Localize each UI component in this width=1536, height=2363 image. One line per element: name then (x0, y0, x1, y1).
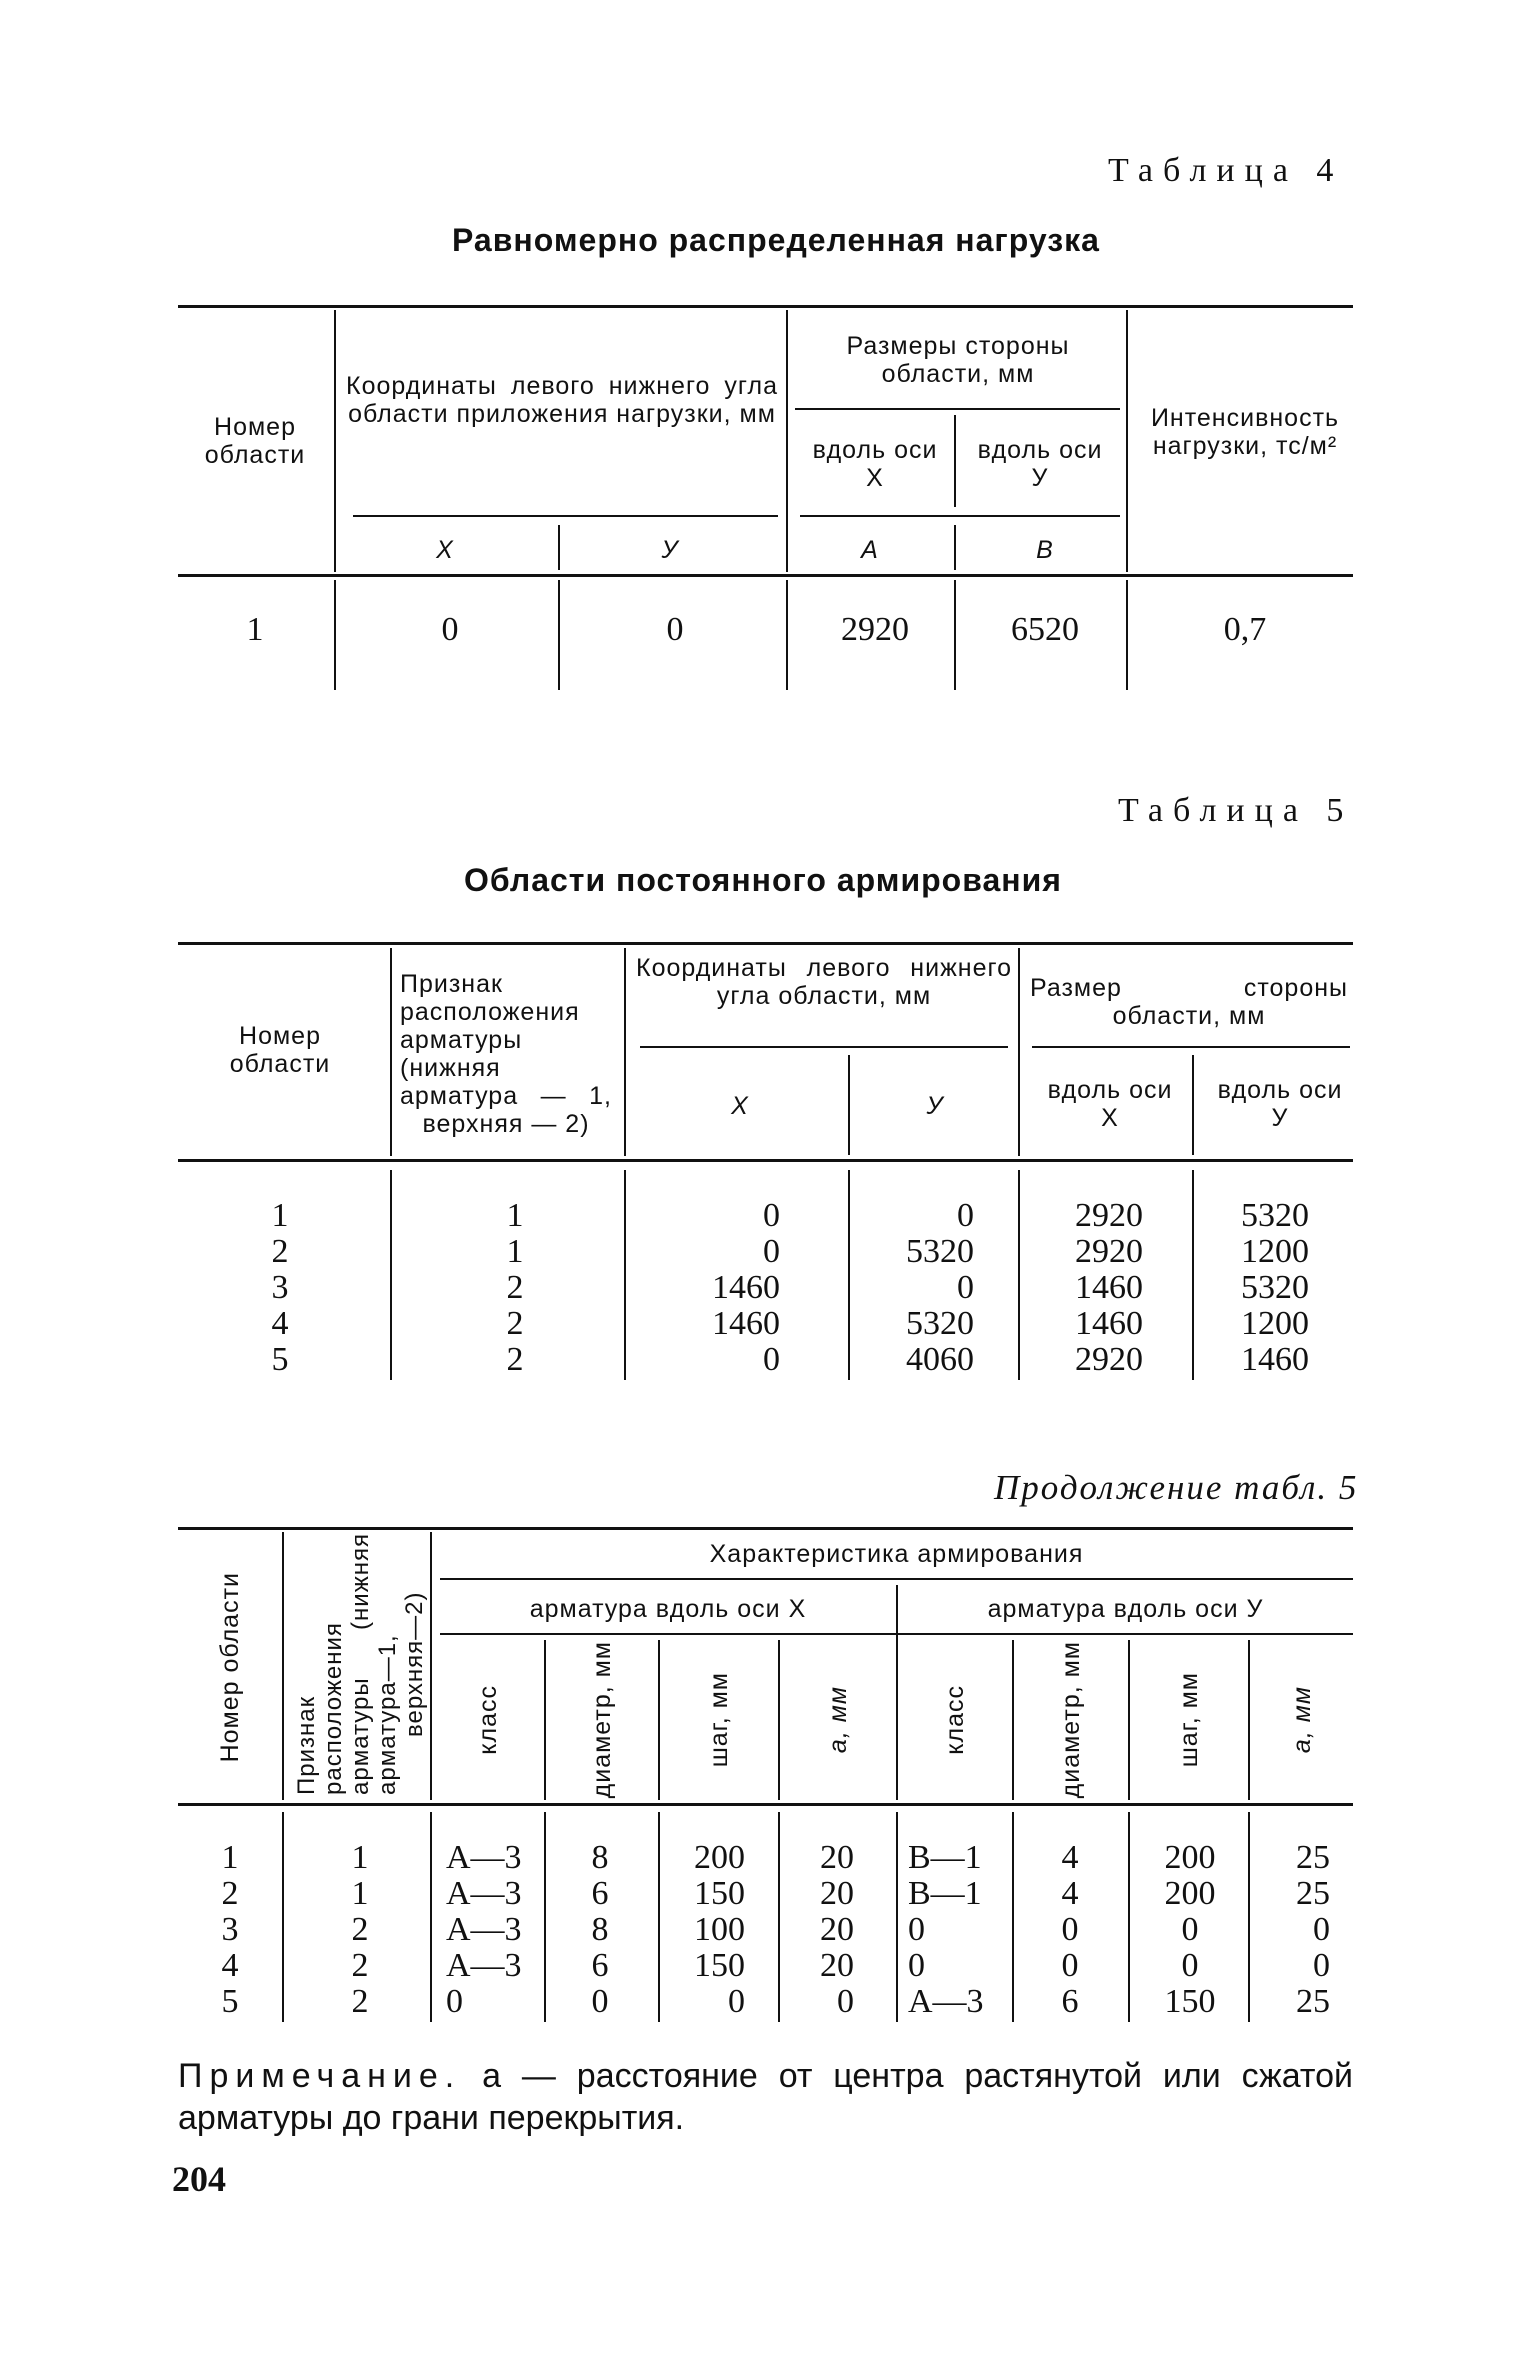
t5-col-area: 1 2 3 4 5 (271, 1197, 289, 1378)
t5c-hdr-area: Номер области (216, 1572, 244, 1763)
t5c-hdr-x-a: а, мм (824, 1686, 852, 1754)
t5c-col-x-diam: 8 6 8 6 0 (591, 1839, 609, 2020)
t4-hdr-a: А (861, 536, 879, 564)
t4-hdr-coords: Координаты левого нижнего угла области приложения нагрузки, мм (346, 372, 778, 428)
t5-col-along-x: 2920 2920 1460 1460 2920 (1075, 1197, 1143, 1378)
t5c-hdr-y-a: а, мм (1287, 1686, 1316, 1754)
t4-cell-intensity: 0,7 (1223, 611, 1267, 648)
t5c-hdr-y-diam: диаметр, мм (1057, 1641, 1085, 1799)
t5c-col-x-a: 20 20 20 20 0 (820, 1839, 854, 2020)
t4-cell-y: 0 (666, 611, 684, 648)
t5-col-y: 0 5320 0 5320 4060 (906, 1197, 974, 1378)
table4-caption: Таблица 4 (1108, 152, 1344, 189)
t5-hdr-coords: Координаты левого нижнего угла области, мм (636, 954, 1012, 1010)
t5c-hdr-along-y: арматура вдоль оси У (987, 1595, 1264, 1623)
t5c-hdr-y-step: шаг, мм (1175, 1672, 1203, 1768)
t5-hdr-size: Размер стороны области, мм (1030, 974, 1348, 1030)
table5c-caption: Продолжение табл. 5 (994, 1468, 1359, 1507)
t5-col-x: 0 0 1460 1460 0 (712, 1197, 780, 1378)
t5c-hdr-x-diam: диаметр, мм (588, 1641, 616, 1799)
t5-hdr-sign: Признак расположения арматуры (нижняя арматура — 1, верхняя — 2) (400, 970, 612, 1138)
t5c-col-y-diam: 4 4 0 0 6 (1061, 1839, 1079, 2020)
note-text: а — расстояние от центра растянутой или сжатой арматуры до грани перекрытия. (178, 2057, 1353, 2137)
t5c-hdr-sign: Признак расположения арматуры (нижняя арматура—1, верхняя—2) (293, 1533, 428, 1795)
table-note (178, 2055, 1353, 2139)
t5c-col-y-a: 25 25 0 0 25 (1296, 1839, 1330, 2020)
table5-caption: Таблица 5 (1118, 792, 1354, 829)
t4-cell-a: 2920 (841, 611, 909, 648)
t5c-hdr-char: Характеристика армирования (709, 1540, 1084, 1568)
t4-hdr-x: X (436, 536, 454, 564)
t5-col-along-y: 5320 1200 5320 1200 1460 (1241, 1197, 1309, 1378)
t4-hdr-intensity: Интенсивность нагрузки, тс/м² (1150, 404, 1340, 460)
t5c-hdr-along-x: арматура вдоль оси X (529, 1595, 807, 1623)
t5c-col-y-step: 200 200 0 0 150 (1164, 1839, 1216, 2020)
t5c-col-x-class: А—3 А—3 А—3 А—3 0 (446, 1839, 522, 2020)
t5-hdr-x: X (731, 1092, 749, 1120)
t4-hdr-sizes: Размеры стороны области, мм (846, 332, 1070, 388)
t5-hdr-along-y: вдоль оси У (1217, 1076, 1343, 1132)
t4-cell-x: 0 (441, 611, 459, 648)
t5c-col-y-class: В—1 В—1 0 0 А—3 (908, 1839, 984, 2020)
note-label: Примечание. (178, 2057, 462, 2095)
t5-hdr-along-x: вдоль оси X (1047, 1076, 1173, 1132)
t5c-hdr-x-step: шаг, мм (705, 1672, 733, 1768)
t4-hdr-y: У (661, 536, 679, 564)
table4-title: Равномерно распределенная нагрузка (452, 222, 1100, 258)
t5-hdr-y: У (926, 1092, 944, 1120)
t4-hdr-area: Номер области (204, 413, 306, 469)
t5c-col-area: 1 2 3 4 5 (221, 1839, 239, 2020)
t5c-hdr-y-class: класс (941, 1685, 969, 1755)
t5c-col-x-step: 200 150 100 150 0 (694, 1839, 745, 2020)
t4-hdr-along-x: вдоль оси X (812, 436, 938, 492)
page-number: 204 (172, 2159, 226, 2199)
t4-hdr-along-y: вдоль оси У (977, 436, 1103, 492)
t4-cell-b: 6520 (1011, 611, 1079, 648)
t4-cell-area: 1 (246, 611, 264, 648)
t5c-col-sign: 1 1 2 2 2 (351, 1839, 369, 2020)
t5c-hdr-x-class: класс (474, 1685, 502, 1755)
t5-col-sign: 1 1 2 2 2 (506, 1197, 524, 1378)
t5-hdr-area: Номер области (229, 1022, 331, 1078)
t4-hdr-b: В (1036, 536, 1054, 564)
table5-title: Области постоянного армирования (464, 862, 1062, 898)
